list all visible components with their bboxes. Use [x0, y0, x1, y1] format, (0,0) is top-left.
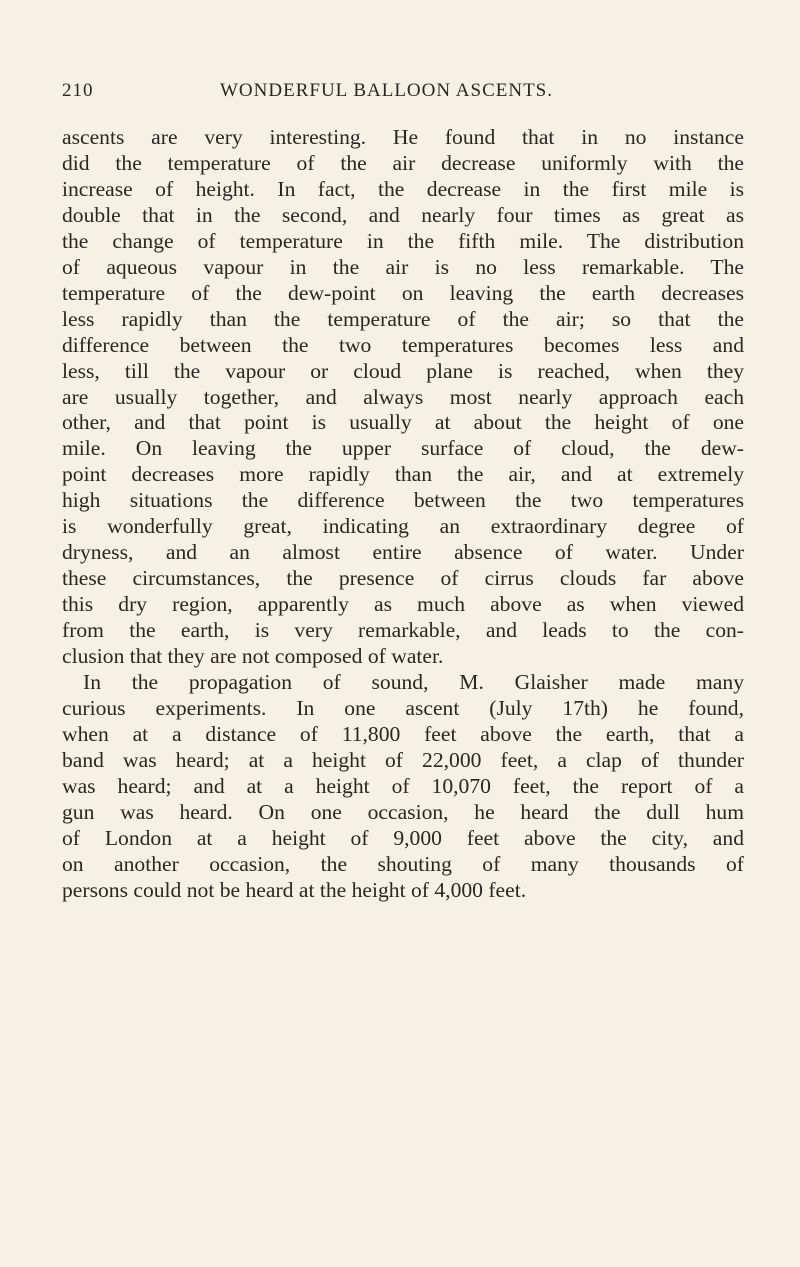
text-line: high situations the difference between the two temperatures [62, 488, 744, 513]
text-line: double that in the second, and nearly four times as great as [62, 202, 744, 227]
text-line: from the earth, is very remarkable, and leads to the con- [62, 618, 744, 643]
text-line: of London at a height of 9,000 feet above the city, and [62, 825, 744, 850]
text-line: was heard; and at a height of 10,070 feet, the report of a [62, 773, 744, 798]
text-line: increase of height. In fact, the decrease in the first mile is [62, 176, 744, 201]
running-head [62, 80, 746, 106]
text-line: this dry region, apparently as much above as when viewed [62, 592, 744, 617]
paragraph-start-line: In the propagation of sound, M. Glaisher made many [83, 670, 744, 695]
body-text [62, 125, 744, 904]
text-line: of aqueous vapour in the air is no less remarkable. The [62, 254, 744, 279]
text-line: less rapidly than the temperature of the air; so that the [62, 306, 744, 331]
text-line: mile. On leaving the upper surface of cloud, the dew- [62, 436, 744, 461]
text-line: the change of temperature in the fifth mile. The distribution [62, 228, 744, 253]
text-line: these circumstances, the presence of cirrus clouds far above [62, 566, 744, 591]
running-head-title: WONDERFUL BALLOON ASCENTS. [220, 80, 553, 101]
text-line: ascents are very interesting. He found that in no instance [62, 125, 744, 149]
text-line: band was heard; at a height of 22,000 feet, a clap of thunder [62, 747, 744, 772]
text-line: gun was heard. On one occasion, he heard the dull hum [62, 799, 744, 824]
paragraph-end-line: persons could not be heard at the height of 4,000 feet. [62, 877, 527, 902]
text-line: point decreases more rapidly than the air, and at extremely [62, 462, 744, 487]
paragraph-end-line: clusion that they are not composed of water. [62, 644, 444, 669]
text-line: are usually together, and always most nearly approach each [62, 384, 744, 409]
text-line: did the temperature of the air decrease uniformly with the [62, 150, 744, 175]
text-line: curious experiments. In one ascent (July 17th) he found, [62, 695, 744, 720]
text-line: on another occasion, the shouting of many thousands of [62, 851, 744, 876]
text-line: when at a distance of 11,800 feet above the earth, that a [62, 721, 744, 746]
text-line: other, and that point is usually at about the height of one [62, 410, 744, 435]
text-line: difference between the two temperatures becomes less and [62, 332, 744, 357]
page-number: 210 [62, 80, 94, 101]
text-line: temperature of the dew-point on leaving the earth decreases [62, 280, 744, 305]
text-line: dryness, and an almost entire absence of water. Under [62, 540, 744, 565]
text-line: less, till the vapour or cloud plane is reached, when they [62, 358, 744, 383]
text-line: is wonderfully great, indicating an extraordinary degree of [62, 514, 744, 539]
